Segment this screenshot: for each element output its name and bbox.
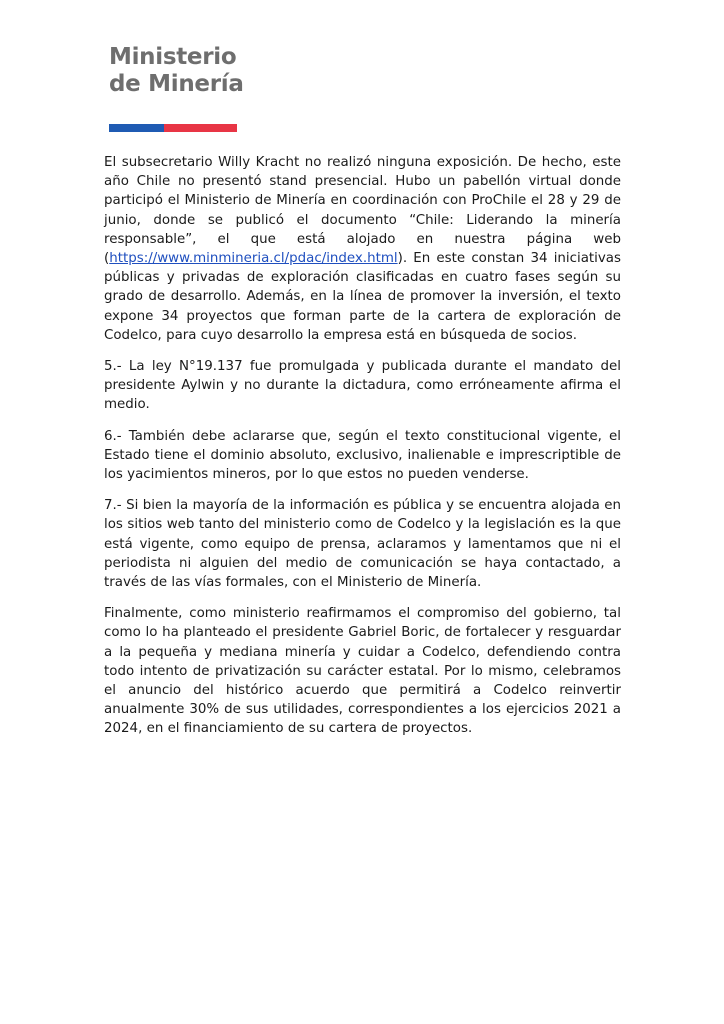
paragraph-3: 6.- También debe aclararse que, según el texto constitucional vigente, el Estado tiene el dominio absoluto, exclusivo, inalienable e imprescriptible de los yacimientos mineros, por lo que estos no pueden venderse. xyxy=(104,428,621,483)
pdac-link[interactable]: https://www.minmineria.cl/pdac/index.html xyxy=(109,251,398,267)
paragraph-1-text-start: El subsecretario Willy Kracht no realizó ninguna exposición. De hecho, este año Chile no presentó stand presencial. Hubo un pabellón virtual donde participó el Ministerio de Minería en coordinación con ProChile el 28 y 29 de junio, donde se publicó el documento “Chile: Liderando la minería responsable”, el que está alojado en nuestra página web ( xyxy=(104,155,621,267)
logo-bar-red xyxy=(164,124,237,132)
document-body xyxy=(104,153,621,751)
logo-color-bar xyxy=(109,124,237,132)
logo-line-2: de Minería xyxy=(109,71,244,97)
logo-line-1: Ministerio xyxy=(109,44,237,70)
logo-bar-blue xyxy=(109,124,164,132)
paragraph-5: Finalmente, como ministerio reafirmamos el compromiso del gobierno, tal como lo ha planteado el presidente Gabriel Boric, de fortalecer y resguardar a la pequeña y mediana minería y cuidar a Codelco, defendiendo contra todo intento de privatización su carácter estatal. Por lo mismo, celebramos el anuncio del histórico acuerdo que permitirá a Codelco reinvertir anualmente 30% de sus utilidades, correspondientes a los ejercicios 2021 a 2024, en el financiamiento de su cartera de proyectos. xyxy=(104,606,621,737)
paragraph-2: 5.- La ley N°19.137 fue promulgada y publicada durante el mandato del presidente Aylwin y no durante la dictadura, como erróneamente afirma el medio. xyxy=(104,359,621,413)
paragraph-1 xyxy=(104,153,621,345)
ministry-logo xyxy=(109,44,269,98)
paragraph-4: 7.- Si bien la mayoría de la información es pública y se encuentra alojada en los sitios web tanto del ministerio como de Codelco y la legislación es la que está vigente, como equipo de prensa, aclaramos y lamentamos que ni el periodista ni alguien del medio de comunicación se haya contactado, a través de las vías formales, con el Ministerio de Minería. xyxy=(104,498,621,591)
paragraph-1-text-end: ). En este constan 34 iniciativas públicas y privadas de exploración clasificadas en cuatro fases según su grado de desarrollo. Además, en la línea de promover la inversión, el texto expone 34 proyectos que forman parte de la cartera de exploración de Codelco, para cuyo desarrollo la empresa está en búsqueda de socios. xyxy=(104,251,621,343)
